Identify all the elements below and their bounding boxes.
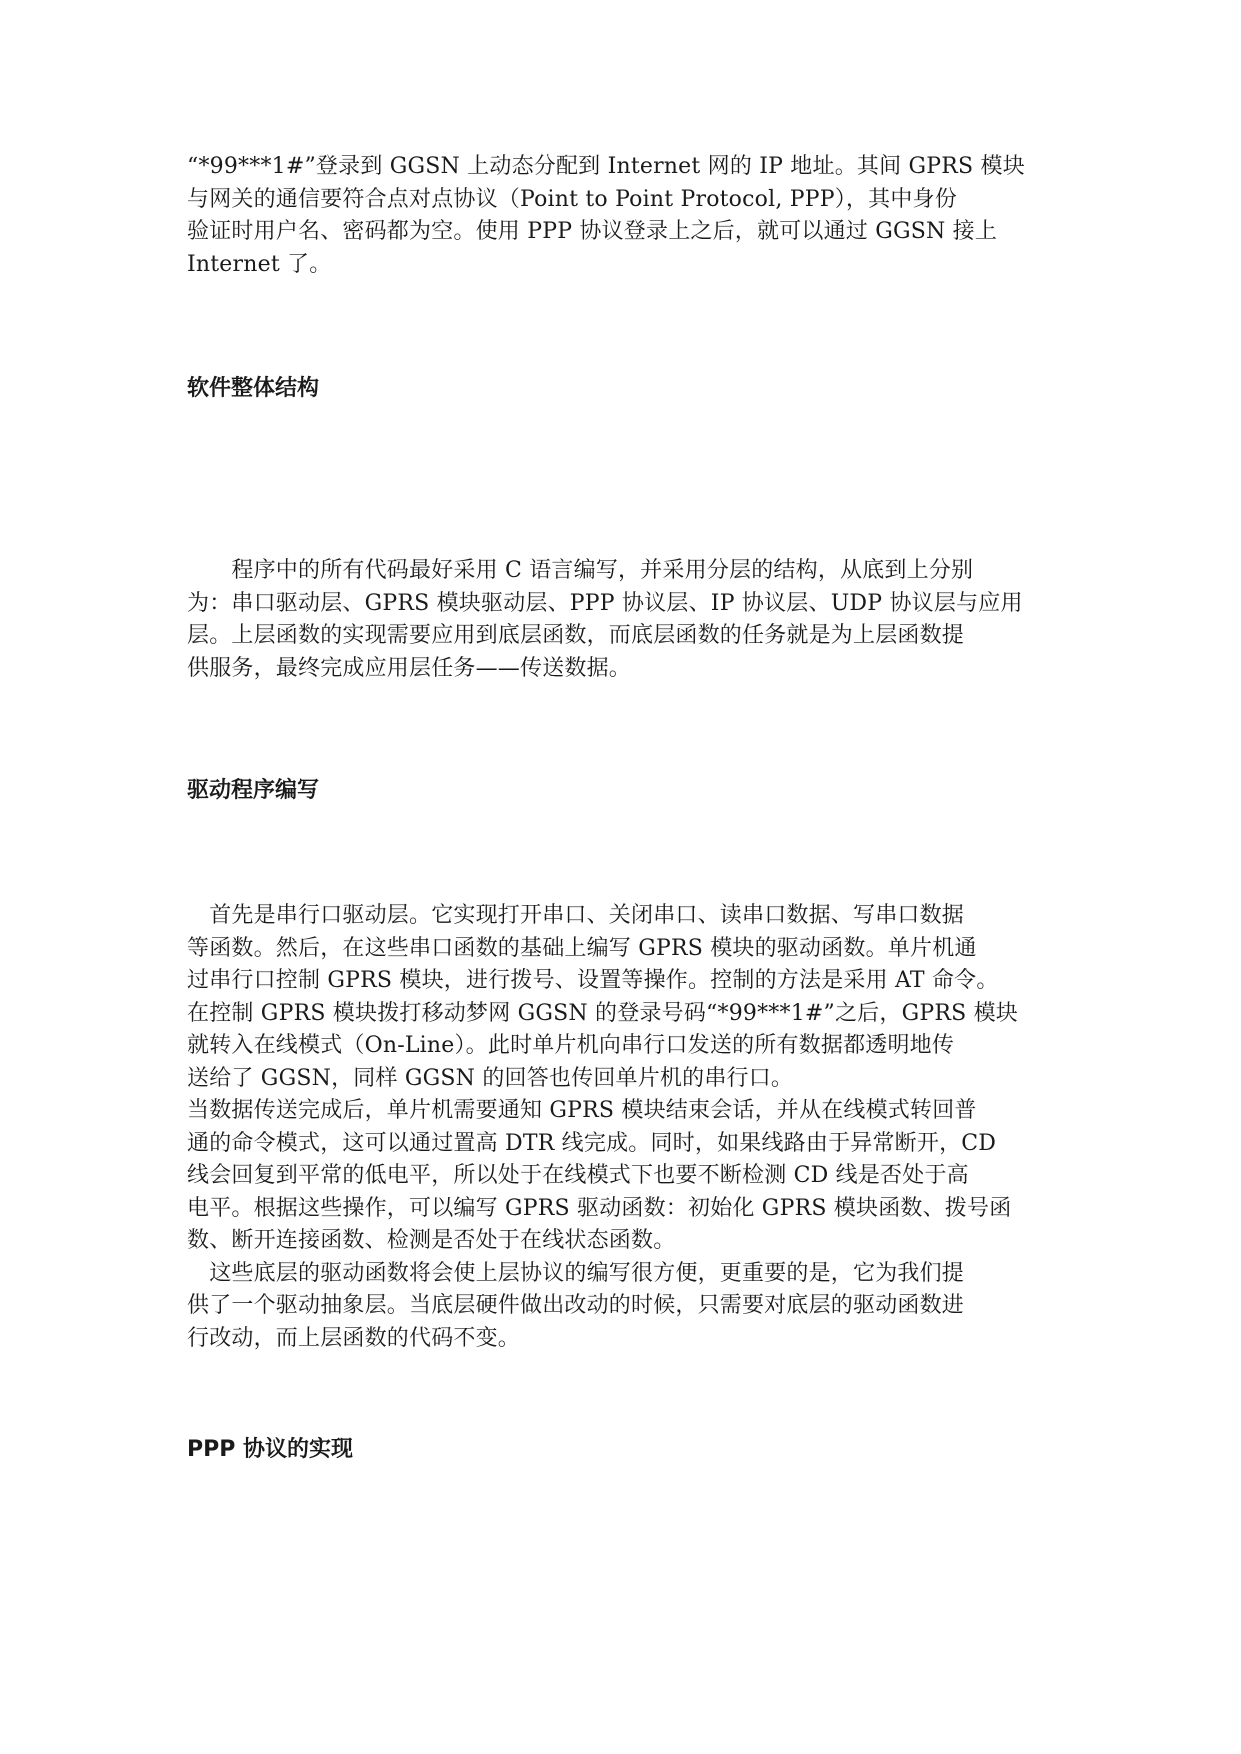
text-line: 就转入在线模式（On-Line）。此时单片机向串行口发送的所有数据都透明地传 <box>187 1033 955 1058</box>
text-line: 行改动，而上层函数的代码不变。 <box>187 1325 521 1351</box>
text-line: 供服务，最终完成应用层任务——传送数据。 <box>187 655 632 681</box>
text-line: 验证时用户名、密码都为空。使用 PPP 协议登录上之后，就可以通过 GGSN 接上 <box>187 219 998 244</box>
paragraph-driver-details <box>187 900 1057 1355</box>
text-line: 在控制 GPRS 模块拨打移动梦网 GGSN 的登录号码“*99***1#”之后，GPRS 模块 <box>187 1000 1018 1026</box>
text-line: 程序中的所有代码最好采用 C 语言编写，并采用分层的结构，从底到上分别 <box>187 558 974 583</box>
section-heading-driver-programming: 驱动程序编写 <box>187 778 320 803</box>
text-line: 这些底层的驱动函数将会使上层协议的编写很方便，更重要的是，它为我们提 <box>187 1260 965 1286</box>
text-line: 为：串口驱动层、GPRS 模块驱动层、PPP 协议层、IP 协议层、UDP 协议层与应用 <box>187 590 1023 616</box>
text-line: 送给了 GGSN，同样 GGSN 的回答也传回单片机的串行口。 <box>187 1065 794 1091</box>
text-line: 层。上层函数的实现需要应用到底层函数，而底层函数的任务就是为上层函数提 <box>187 623 965 648</box>
paragraph-gprs-login <box>187 151 1057 281</box>
text-line: 首先是串行口驱动层。它实现打开串口、关闭串口、读串口数据、写串口数据 <box>187 903 965 928</box>
text-line: 过串行口控制 GPRS 模块，进行拨号、设置等操作。控制的方法是采用 AT 命令。 <box>187 968 999 993</box>
text-line: 电平。根据这些操作，可以编写 GPRS 驱动函数：初始化 GPRS 模块函数、拨号函 <box>187 1195 1012 1221</box>
section-heading-ppp-implementation: PPP 协议的实现 <box>187 1437 354 1462</box>
text-line: 数、断开连接函数、检测是否处于在线状态函数。 <box>187 1228 676 1253</box>
text-line: 当数据传送完成后，单片机需要通知 GPRS 模块结束会话，并从在线模式转回普 <box>187 1098 977 1123</box>
text-line: Internet 了。 <box>187 251 332 277</box>
text-line: 供了一个驱动抽象层。当底层硬件做出改动的时候，只需要对底层的驱动函数进 <box>187 1293 965 1318</box>
text-line: 与网关的通信要符合点对点协议（Point to Point Protocol, PPP），其中身份 <box>187 186 957 212</box>
paragraph-layered-structure <box>187 555 1057 685</box>
text-line: “*99***1#”登录到 GGSN 上动态分配到 Internet 网的 IP 地址。其间 GPRS 模块 <box>187 154 1025 179</box>
text-line: 线会回复到平常的低电平，所以处于在线模式下也要不断检测 CD 线是否处于高 <box>187 1163 969 1188</box>
section-heading-software-structure: 软件整体结构 <box>187 376 320 401</box>
text-line: 通的命令模式，这可以通过置高 DTR 线完成。同时，如果线路由于异常断开，CD <box>187 1130 997 1156</box>
text-line: 等函数。然后，在这些串口函数的基础上编写 GPRS 模块的驱动函数。单片机通 <box>187 935 977 961</box>
